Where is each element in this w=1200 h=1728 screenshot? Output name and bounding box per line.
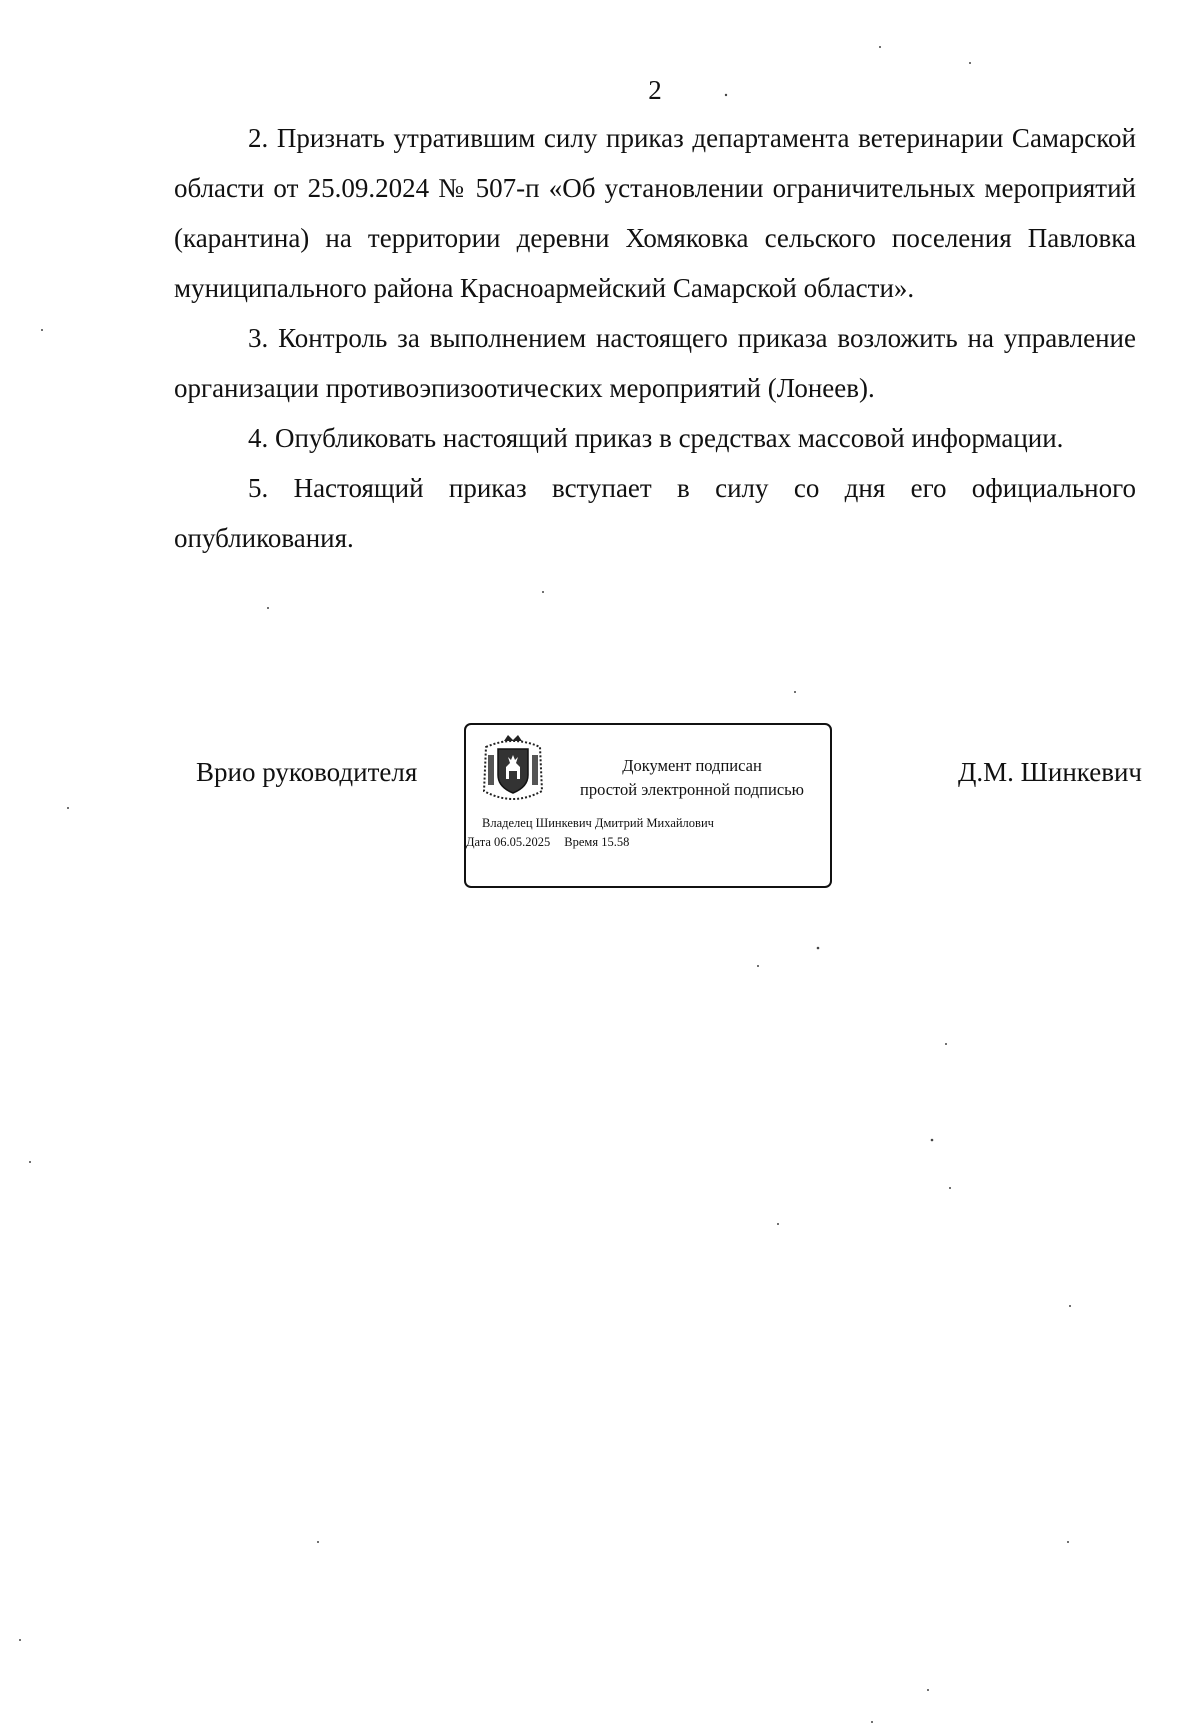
signatory-position: Врио руководителя (196, 757, 418, 787)
electronic-signature-stamp (464, 723, 832, 888)
paragraph-2: 2. Признать утратившим силу приказ департамента ветеринарии Самарской области от 25.09.2024 № 507-п «Об установлении ограничительных мероприятий (карантина) на территории деревни Хомяковка сельского поселения Павловка муниципального района Красноармейский Самарской области». (174, 123, 1136, 303)
paragraph-3: 3. Контроль за выполнением настоящего приказа возложить на управление организации противоэпизоотических мероприятий (Лонеев). (174, 323, 1136, 403)
stamp-date: Дата 06.05.2025 (466, 835, 551, 849)
page-number: 2 (648, 75, 662, 105)
paragraph-5: 5. Настоящий приказ вступает в силу со дня его официального опубликования. (174, 473, 1136, 553)
document-body (174, 113, 1136, 563)
paragraph-4: 4. Опубликовать настоящий приказ в средствах массовой информации. (248, 423, 1064, 453)
stamp-title-line1: Документ подписан (622, 756, 762, 775)
signatory-name: Д.М. Шинкевич (957, 757, 1142, 787)
stamp-datetime (466, 834, 629, 850)
stamp-title-line2: простой электронной подписью (579, 780, 804, 799)
stamp-title (552, 754, 832, 802)
stamp-time: Время 15.58 (564, 835, 630, 849)
stamp-owner: Владелец Шинкевич Дмитрий Михайлович (482, 816, 714, 830)
coat-of-arms-icon (480, 733, 546, 807)
